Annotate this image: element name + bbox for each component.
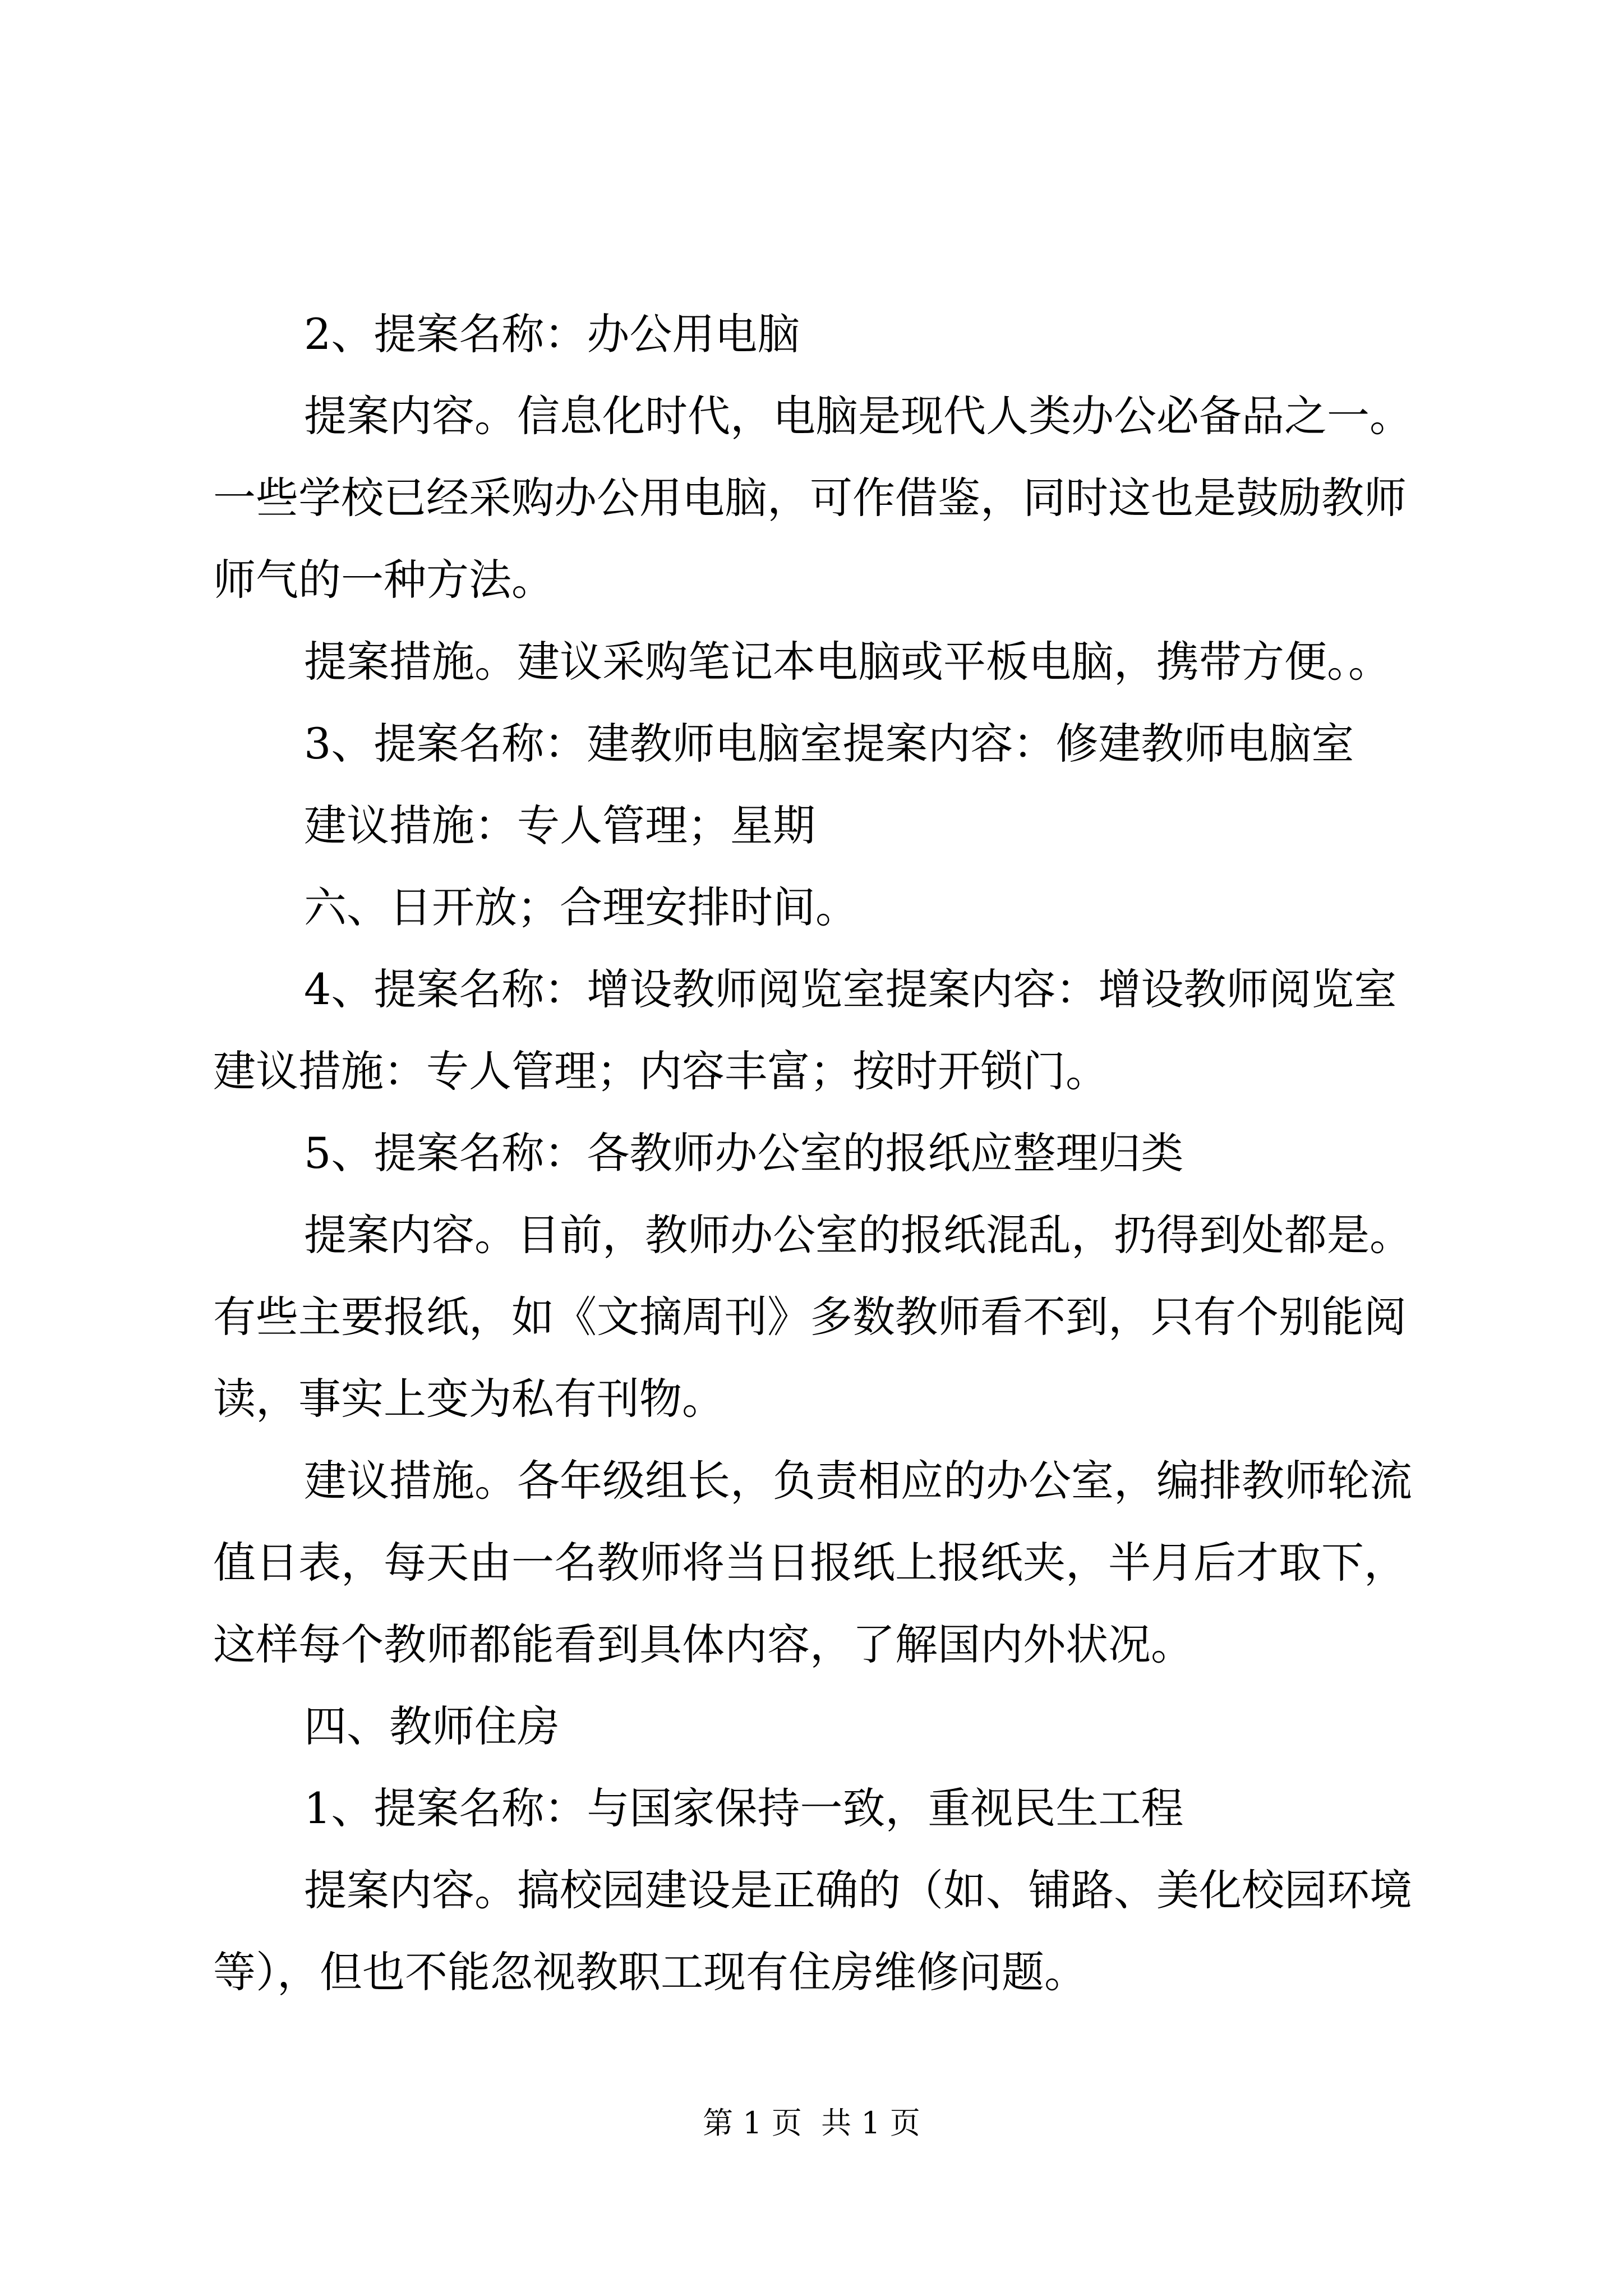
body-line: 1、提案名称：与国家保持一致，重视民生工程 [304,1783,1184,1833]
body-line: 这样每个教师都能看到具体内容，了解国内外状况。 [213,1619,1193,1669]
body-line: 读，事实上变为私有刊物。 [213,1374,725,1424]
body-line: 一些学校已经采购办公用电脑，可作借鉴，同时这也是鼓励教师 [213,473,1407,523]
body-line: 4、提案名称：增设教师阅览室提案内容：增设教师阅览室 [304,964,1397,1014]
body-line: 提案内容。信息化时代，电脑是现代人类办公必备品之一。 [304,391,1412,441]
body-line: 提案内容。目前，教师办公室的报纸混乱，扔得到处都是。 [304,1210,1412,1260]
body-line: 等），但也不能忽视教职工现有住房维修问题。 [213,1947,1087,1997]
body-line: 5、提案名称：各教师办公室的报纸应整理归类 [304,1128,1184,1178]
body-line: 2、提案名称：办公用电脑 [304,309,800,359]
body-line: 建议措施：专人管理；星期 [304,800,815,850]
body-line: 提案内容。搞校园建设是正确的（如、铺路、美化校园环境 [304,1865,1412,1915]
body-line: 建议措施。各年级组长，负责相应的办公室，编排教师轮流 [304,1456,1412,1506]
body-line: 建议措施：专人管理；内容丰富；按时开锁门。 [213,1046,1108,1096]
body-line: 值日表，每天由一名教师将当日报纸上报纸夹，半月后才取下， [213,1538,1407,1588]
body-line: 提案措施。建议采购笔记本电脑或平板电脑，携带方便。。 [304,637,1391,687]
body-line: 有些主要报纸，如《文摘周刊》多数教师看不到，只有个别能阅 [213,1292,1407,1342]
body-line: 六、日开放；合理安排时间。 [304,882,858,932]
body-line: 3、提案名称：建教师电脑室提案内容：修建教师电脑室 [304,719,1354,769]
body-line: 师气的一种方法。 [213,555,554,605]
section-heading: 四、教师住房 [304,1701,560,1751]
page-number-footer: 第 1 页 共 1 页 [703,2105,920,2141]
